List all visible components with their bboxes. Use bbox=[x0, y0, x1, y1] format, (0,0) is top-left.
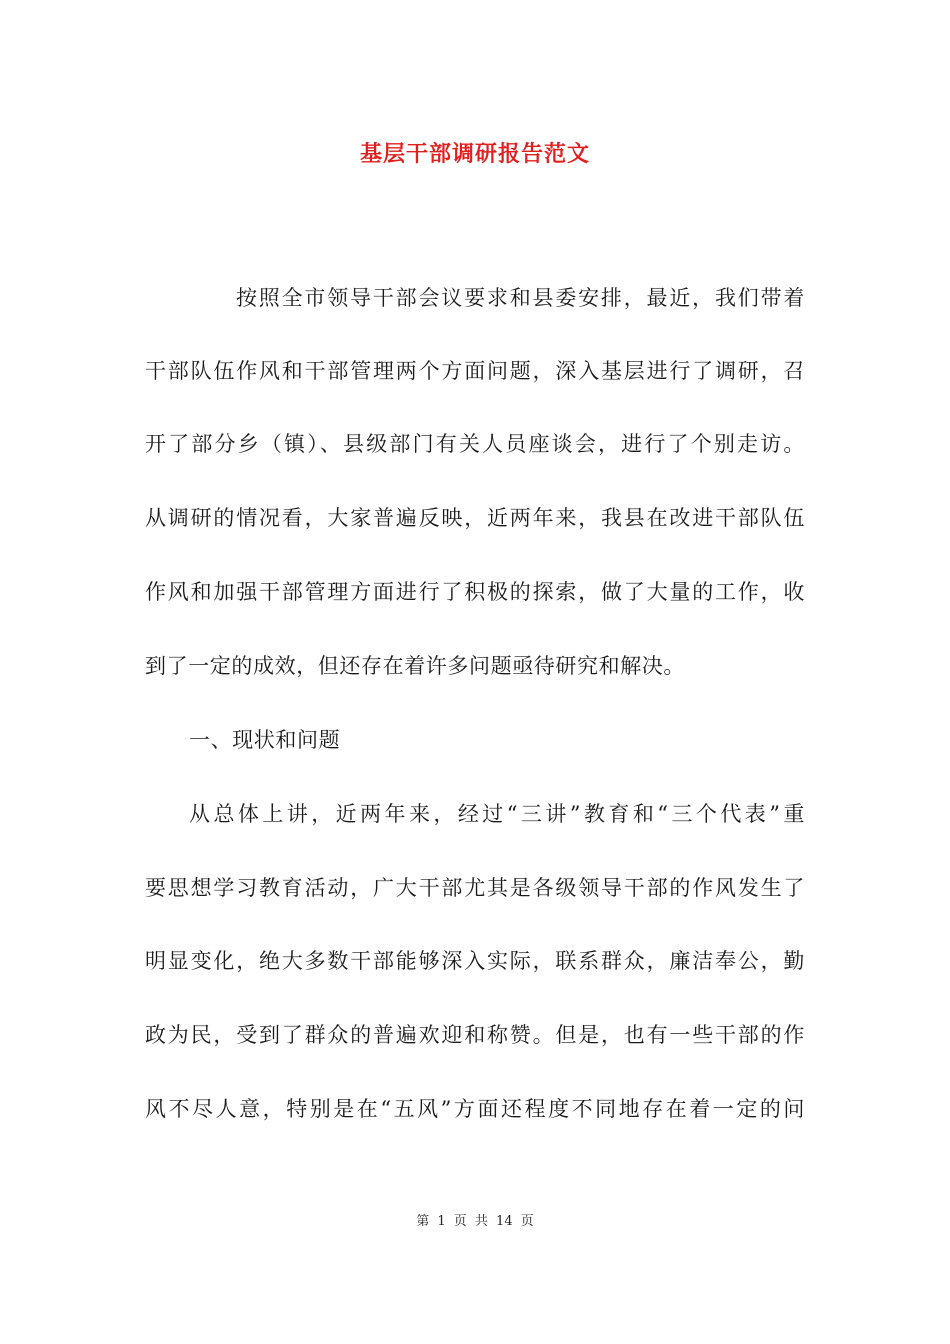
body-line-6: 到了一定的成效，但还存在着许多问题亟待研究和解决。 bbox=[145, 654, 685, 678]
body-line-2: 干部队伍作风和干部管理两个方面问题，深入基层进行了调研，召 bbox=[145, 359, 805, 383]
body-line-5: 作风和加强干部管理方面进行了积极的探索，做了大量的工作，收 bbox=[145, 580, 805, 604]
page-footer: 第 1 页 共 14 页 bbox=[416, 1214, 534, 1229]
body-line-4: 从调研的情况看，大家普遍反映，近两年来，我县在改进干部队伍 bbox=[145, 506, 805, 530]
page-title: 基层干部调研报告范文 bbox=[359, 141, 590, 167]
body-line-7: 从总体上讲，近两年来，经过“三讲”教育和“三个代表”重 bbox=[189, 802, 805, 826]
body-line-9: 明显变化，绝大多数干部能够深入实际，联系群众，廉洁奉公，勤 bbox=[145, 949, 805, 973]
section-heading: 一、现状和问题 bbox=[189, 728, 341, 752]
body-line-1: 按照全市领导干部会议要求和县委安排，最近，我们带着 bbox=[236, 286, 805, 310]
body-line-11: 风不尽人意，特别是在“五风”方面还程度不同地存在着一定的问 bbox=[145, 1097, 805, 1121]
body-line-10: 政为民，受到了群众的普遍欢迎和称赞。但是，也有一些干部的作 bbox=[145, 1023, 805, 1047]
body-line-3: 开了部分乡（镇）、县级部门有关人员座谈会，进行了个别走访。 bbox=[145, 432, 805, 456]
body-line-8: 要思想学习教育活动，广大干部尤其是各级领导干部的作风发生了 bbox=[145, 876, 805, 900]
